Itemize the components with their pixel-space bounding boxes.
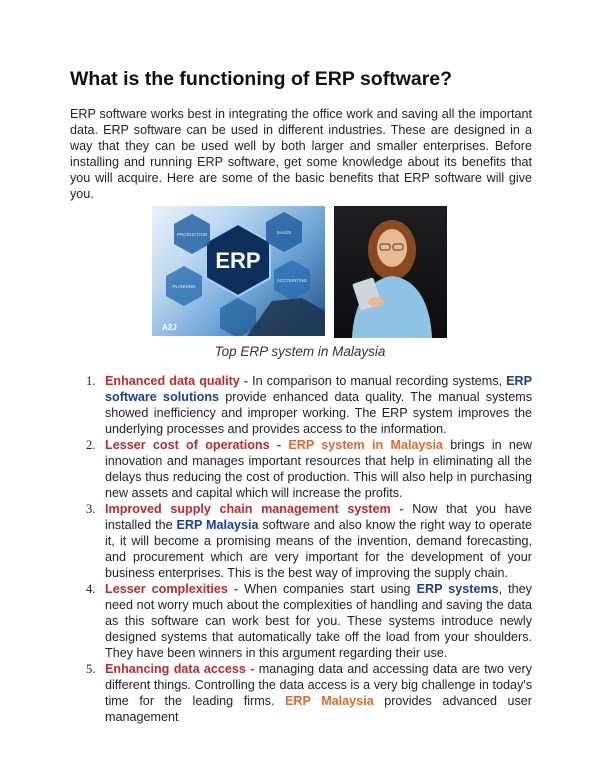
list-number: 3. <box>86 502 96 516</box>
list-number: 5. <box>86 662 96 676</box>
person-graphic <box>334 206 447 338</box>
benefit-link[interactable]: ERP Malaysia <box>285 694 374 708</box>
list-item <box>72 373 532 437</box>
benefit-title: Improved supply chain management system - <box>105 502 404 516</box>
erp-illustration-image <box>152 206 325 336</box>
benefits-list <box>72 373 532 725</box>
list-number: 2. <box>86 438 96 452</box>
list-number: 1. <box>86 374 96 388</box>
benefit-text: provide enhanced data quality. The manual systems showed inefficiency and improper working. The ERP system improves the underlying processes and provides access to the information. <box>105 390 532 436</box>
list-item <box>72 661 532 725</box>
benefit-text: managing data and accessing data are two very different things. Controlling the data access is a very big challenge in today's time for the leading firms. <box>105 662 533 708</box>
benefit-link[interactable]: ERP systems <box>416 582 499 596</box>
list-item <box>72 437 532 501</box>
hand-silhouette <box>247 298 325 336</box>
hex-label: PRODUCTION <box>176 232 208 237</box>
erp-hexagon-graphic <box>152 206 325 336</box>
benefit-title: Enhanced data quality - <box>105 374 249 388</box>
page-heading: What is the functioning of ERP software? <box>70 68 453 90</box>
benefit-text: software and also know the right way to operate it, it will become a promising means of the invention, demand forecasting, and procurement which are very important for the development of your business enterprises. This is the best way of improving the supply chain. <box>105 518 532 580</box>
benefit-title: Enhancing data access - <box>105 662 255 676</box>
hex-label: ACCOUNTING <box>276 278 308 283</box>
benefit-text: brings in new innovation and manages important resources that help in eliminating all the delays thus reducing the cost of production. This will also help in purchasing new assets and capital which will increase the profits. <box>105 438 533 500</box>
erp-graphic-text: ERP <box>215 248 261 273</box>
benefit-link[interactable]: ERP system in Malaysia <box>288 438 443 452</box>
intro-paragraph: ERP software works best in integrating the office work and saving all the important data. ERP software can be used in different industries. These are designed in a way that they can be used well by both larger and smaller enterprises. Before installing and running ERP software, get some knowledge about its benefits that you will acquire. Here are some of the basic benefits that ERP software will give you. <box>70 107 532 201</box>
list-number: 4. <box>86 582 96 596</box>
hex-label: SALES <box>276 230 292 235</box>
hex-label: PLANNING <box>172 284 196 289</box>
watermark-logo: A2J <box>162 323 177 332</box>
benefit-link[interactable]: ERP software solutions <box>105 374 532 404</box>
benefit-text: provides advanced user management <box>105 694 532 724</box>
benefit-text: In comparison to manual recording systems, <box>248 374 507 388</box>
benefit-link[interactable]: ERP Malaysia <box>176 518 259 532</box>
woman-with-tablet-image <box>334 206 447 338</box>
benefit-title: Lesser complexities - <box>105 582 239 596</box>
list-item <box>72 501 532 581</box>
image-caption: Top ERP system in Malaysia <box>214 344 386 359</box>
list-item <box>72 581 532 661</box>
benefit-text: When companies start using <box>238 582 417 596</box>
benefit-text: Now that you have installed the <box>105 502 532 532</box>
benefit-title: Lesser cost of operations - <box>105 438 282 452</box>
benefit-text: , they need not worry much about the complexities of handling and saving the data as this software can work best for you. These systems introduce newly designed systems that automatically take off the load from your shoulders. They have been winners in this argument regarding their use. <box>105 582 532 660</box>
